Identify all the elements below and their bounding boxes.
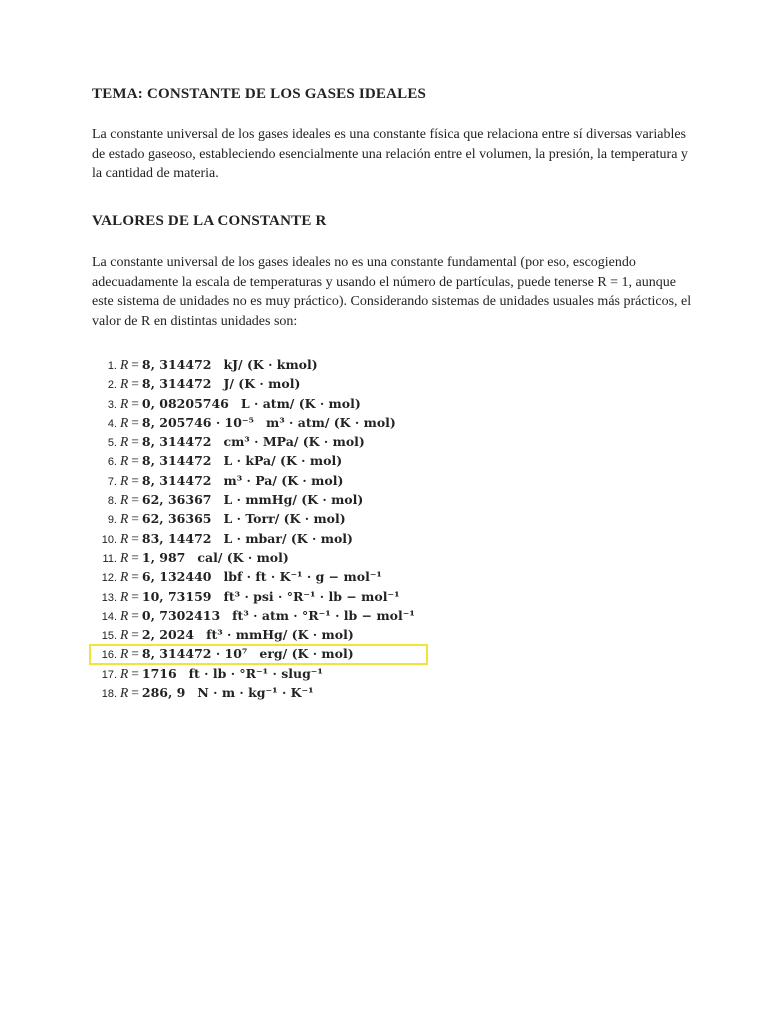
r-unit: cm³ · MPa/ (K · mol) (223, 434, 365, 450)
r-value-item (92, 548, 512, 567)
r-value: 10, 73159 (141, 588, 212, 604)
r-symbol: R (120, 569, 129, 585)
item-number: 11. (102, 552, 117, 565)
equals-sign: = (131, 627, 139, 643)
r-unit: L · atm/ (K · mol) (240, 395, 361, 411)
equals-sign: = (131, 588, 139, 604)
r-unit: m³ · Pa/ (K · mol) (223, 472, 344, 488)
r-symbol: R (120, 685, 129, 701)
r-value-item (92, 625, 512, 644)
r-value-item (92, 471, 512, 490)
equals-sign: = (131, 511, 139, 527)
item-number: 5. (107, 437, 117, 450)
r-symbol: R (120, 549, 129, 565)
item-number: 14. (101, 610, 117, 623)
equals-sign: = (131, 453, 139, 469)
r-value-item (92, 683, 512, 702)
r-value-item (92, 374, 512, 393)
equals-sign: = (131, 472, 139, 488)
r-value-item (92, 587, 512, 606)
equals-sign: = (131, 395, 139, 411)
equals-sign: = (131, 665, 139, 681)
intro-paragraph: La constante universal de los gases ideales es una constante física que relaciona entre sí diversas variables de estado gaseoso, estableciendo esencialmente una relación entre el volumen, la presión, la temperatura y la cantidad de materia. (92, 127, 688, 181)
r-symbol: R (120, 357, 129, 372)
r-unit: ft³ · psi · °R⁻¹ · lb − mol⁻¹ (223, 588, 400, 604)
r-value-item (92, 567, 512, 586)
r-symbol: R (120, 472, 129, 488)
equals-sign: = (131, 414, 139, 430)
r-value-item (92, 451, 512, 470)
item-number: 13. (101, 591, 117, 604)
equals-sign: = (131, 376, 139, 392)
equals-sign: = (131, 434, 139, 450)
equals-sign: = (131, 646, 139, 662)
r-unit: kJ/ (K · kmol) (223, 357, 318, 372)
r-unit: ft · lb · °R⁻¹ · slug⁻¹ (188, 665, 323, 681)
r-value: 83, 14472 (141, 530, 212, 546)
r-value: 1716 (141, 665, 177, 681)
r-values-list (92, 355, 512, 702)
r-value-item (92, 509, 512, 528)
item-number: 18. (101, 688, 117, 701)
r-value: 6, 132440 (141, 569, 212, 585)
r-value-item (92, 432, 512, 451)
item-number: 17. (101, 668, 117, 681)
r-value: 2, 2024 (141, 627, 195, 643)
r-symbol: R (120, 607, 129, 623)
r-symbol: R (120, 434, 129, 450)
r-value: 8, 314472 (141, 376, 212, 392)
r-unit: ft³ · atm · °R⁻¹ · lb − mol⁻¹ (232, 607, 415, 623)
r-unit: ft³ · mmHg/ (K · mol) (206, 627, 354, 643)
r-value-item (92, 644, 512, 663)
r-symbol: R (120, 511, 129, 527)
r-unit: J/ (K · mol) (223, 376, 301, 392)
r-unit: N · m · kg⁻¹ · K⁻¹ (197, 685, 314, 701)
item-number: 7. (107, 475, 117, 488)
item-number: 12. (101, 572, 117, 585)
r-unit: L · mbar/ (K · mol) (223, 530, 353, 546)
equals-sign: = (131, 607, 139, 623)
r-value: 62, 36367 (141, 492, 212, 508)
r-value-item (92, 606, 512, 625)
r-value-item (92, 413, 512, 432)
equals-sign: = (131, 530, 139, 546)
item-number: 2. (107, 379, 117, 392)
r-unit: L · mmHg/ (K · mol) (223, 492, 364, 508)
r-value: 8, 314472 (141, 434, 212, 450)
r-value: 8, 314472 (141, 472, 212, 488)
r-symbol: R (120, 414, 129, 430)
r-value: 0, 7302413 (141, 607, 221, 623)
equals-sign: = (131, 549, 139, 565)
r-value-item (92, 529, 512, 548)
r-value-item (92, 664, 512, 683)
r-symbol: R (120, 530, 129, 546)
r-value-item (92, 355, 512, 374)
item-number: 4. (107, 417, 117, 430)
r-symbol: R (120, 376, 129, 392)
r-unit: cal/ (K · mol) (197, 549, 289, 565)
section-heading: VALORES DE LA CONSTANTE R (92, 213, 327, 229)
r-symbol: R (120, 588, 129, 604)
r-unit: L · Torr/ (K · mol) (223, 511, 346, 527)
r-unit: L · kPa/ (K · mol) (223, 453, 343, 469)
r-symbol: R (120, 646, 129, 662)
description-paragraph: La constante universal de los gases ideales no es una constante fundamental (por eso, escogiendo adecuadamente la escala de temperaturas y usando el número de partículas, puede tenerse R = 1, aunque este sistema de unidades no es muy práctico). Considerando sistemas de unidades usuales más prácticos, el valor de R en distintas unidades son: (92, 255, 692, 329)
item-number: 3. (107, 398, 117, 411)
r-value: 1, 987 (141, 549, 186, 565)
r-value: 286, 9 (141, 685, 186, 701)
equals-sign: = (131, 685, 139, 701)
r-unit: erg/ (K · mol) (259, 646, 354, 662)
item-number: 8. (107, 495, 117, 508)
r-value: 8, 314472 (141, 357, 212, 372)
item-number: 1. (107, 360, 117, 372)
item-number: 16. (101, 649, 117, 662)
r-value: 8, 205746 · 10⁻⁵ (141, 414, 254, 430)
r-symbol: R (120, 453, 129, 469)
r-value: 8, 314472 (141, 453, 212, 469)
r-symbol: R (120, 665, 129, 681)
r-value-item (92, 490, 512, 509)
r-value: 0, 08205746 (141, 395, 229, 411)
r-value-item (92, 394, 512, 413)
r-unit: m³ · atm/ (K · mol) (265, 414, 396, 430)
r-value: 8, 314472 · 10⁷ (141, 646, 248, 662)
r-symbol: R (120, 627, 129, 643)
equals-sign: = (131, 569, 139, 585)
item-number: 9. (107, 514, 117, 527)
r-symbol: R (120, 395, 129, 411)
r-unit: lbf · ft · K⁻¹ · g − mol⁻¹ (223, 569, 382, 585)
item-number: 15. (101, 630, 117, 643)
equals-sign: = (131, 492, 139, 508)
main-heading: TEMA: CONSTANTE DE LOS GASES IDEALES (92, 86, 427, 102)
r-value: 62, 36365 (141, 511, 212, 527)
equals-sign: = (131, 357, 139, 372)
r-symbol: R (120, 492, 129, 508)
item-number: 10. (101, 533, 117, 546)
item-number: 6. (107, 456, 117, 469)
